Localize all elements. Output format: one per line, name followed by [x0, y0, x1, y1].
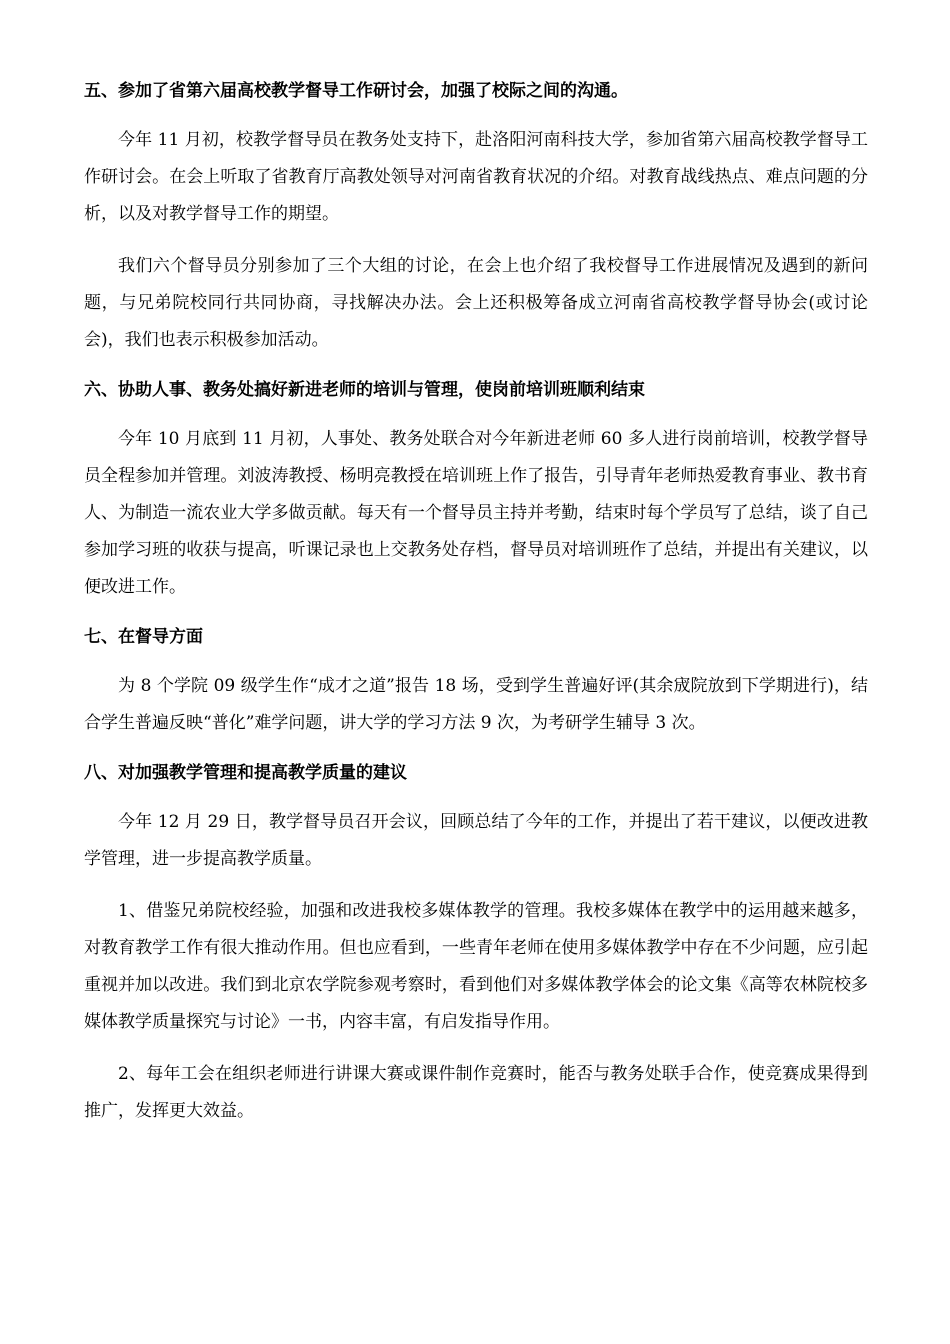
- paragraph: 今年 11 月初，校教学督导员在教务处支持下，赴洛阳河南科技大学，参加省第六届高校教学督导工作研讨会。在会上听取了省教育厅高教处领导对河南省教育状况的介绍。对教育战线热点、难点问题的分析，以及对教学督导工作的期望。: [84, 130, 868, 224]
- paragraph: 我们六个督导员分别参加了三个大组的讨论，在会上也介绍了我校督导工作进展情况及遇到的新问题，与兄弟院校同行共同协商，寻找解决办法。会上还积极筹备成立河南省高校教学督导协会(或讨论会)，我们也表示积极参加活动。: [84, 256, 868, 350]
- section-5: [84, 75, 868, 359]
- section-heading: 七、在督导方面: [84, 627, 203, 647]
- paragraph: 2、每年工会在组织老师进行讲课大赛或课件制作竞赛时，能否与教务处联手合作，使竞赛成果得到推广，发挥更大效益。: [84, 1064, 868, 1121]
- paragraph: 1、借鉴兄弟院校经验，加强和改进我校多媒体教学的管理。我校多媒体在教学中的运用越来越多，对教育教学工作有很大推动作用。但也应看到，一些青年老师在使用多媒体教学中存在不少问题，应引起重视并加以改进。我们到北京农学院参观考察时，看到他们对多媒体教学体会的论文集《高等农林院校多媒体教学质量探究与讨论》一书，内容丰富，有启发指导作用。: [84, 901, 868, 1032]
- section-heading: 八、对加强教学管理和提高教学质量的建议: [84, 763, 407, 783]
- section-7: [84, 621, 868, 742]
- paragraph: 为 8 个学院 09 级学生作“成才之道”报告 18 场，受到学生普遍好评(其余宬院放到下学期进行)，结合学生普遍反映“普化”难学问题，讲大学的学习方法 9 次，为考研学生辅导 3 次。: [84, 676, 868, 733]
- paragraph: 今年 12 月 29 日，教学督导员召开会议，回顾总结了今年的工作，并提出了若干建议，以便改进教学管理，进一步提高教学质量。: [84, 812, 868, 869]
- section-8: [84, 757, 868, 1130]
- document-page: [84, 75, 868, 1130]
- section-heading: 六、协助人事、教务处搞好新进老师的培训与管理，使岗前培训班顺利结束: [84, 380, 645, 400]
- paragraph: 今年 10 月底到 11 月初，人事处、教务处联合对今年新进老师 60 多人进行岗前培训，校教学督导员全程参加并管理。刘波涛教授、杨明亮教授在培训班上作了报告，引导青年老师热爱教育事业、教书育人、为制造一流农业大学多做贡献。每天有一个督导员主持并考勤，结束时每个学员写了总结，谈了自己参加学习班的收获与提高，听课记录也上交教务处存档，督导员对培训班作了总结，并提出有关建议，以便改进工作。: [84, 429, 868, 597]
- section-heading: 五、参加了省第六届高校教学督导工作研讨会，加强了校际之间的沟通。: [84, 81, 628, 101]
- section-6: [84, 374, 868, 606]
